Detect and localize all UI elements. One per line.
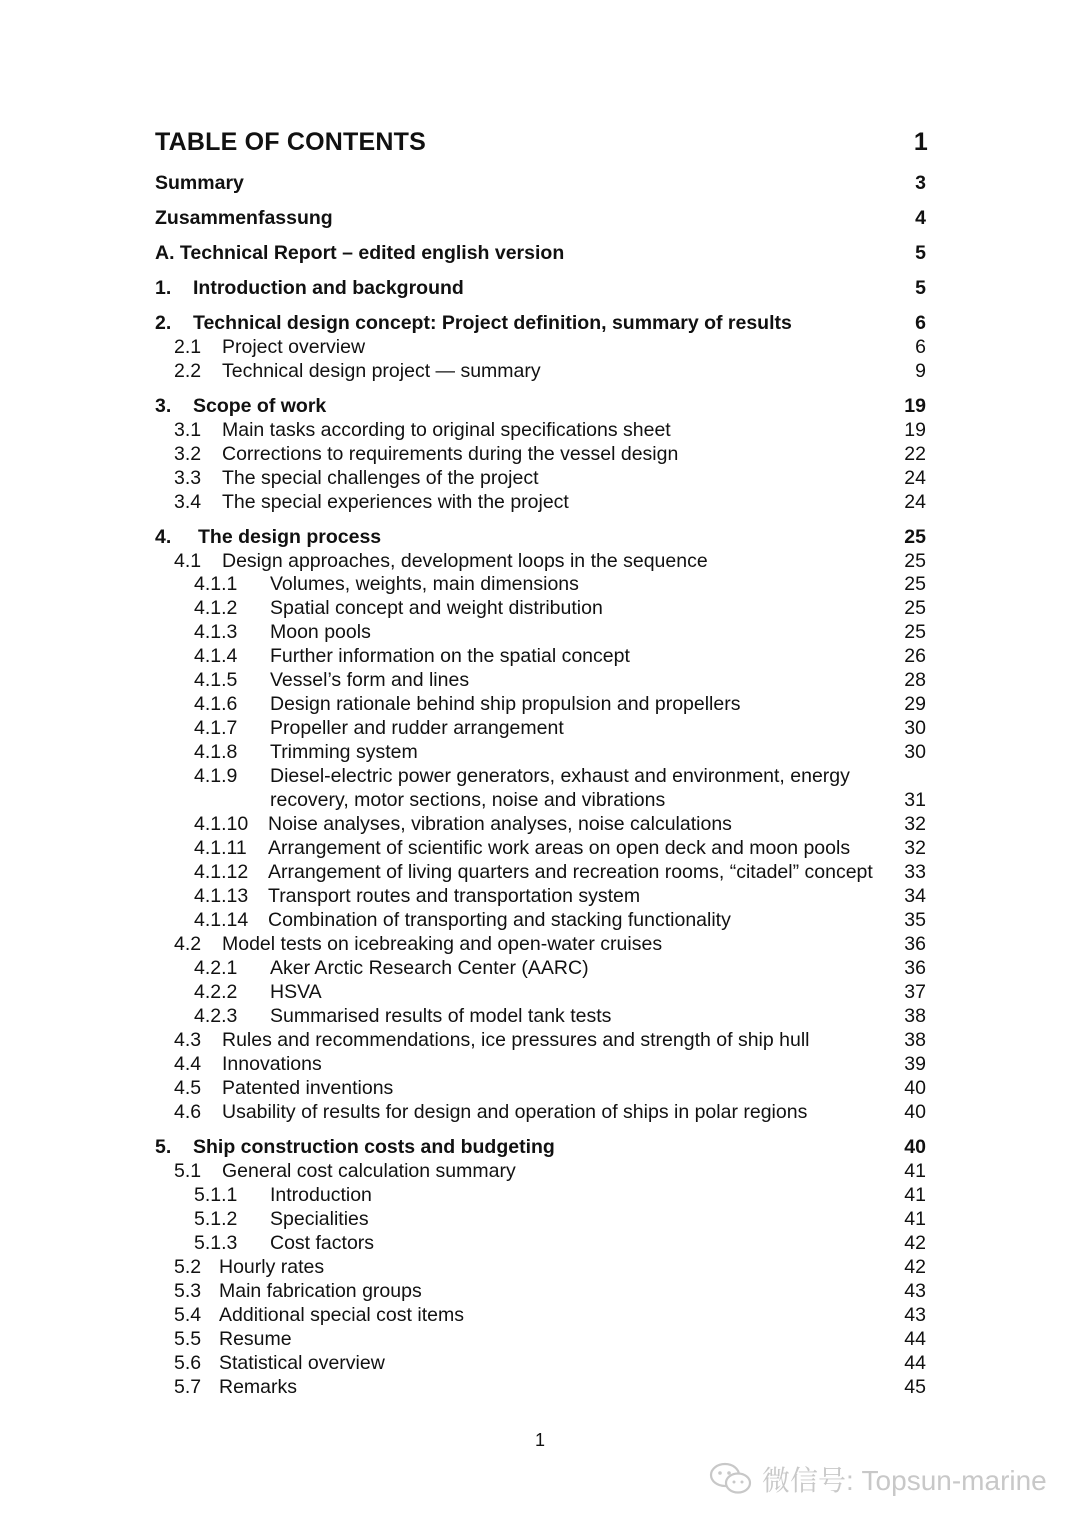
toc-entry — [174, 1053, 926, 1076]
toc-entry-number: 5.1.3 — [194, 1232, 238, 1254]
toc-entry-title: Project overview — [222, 336, 366, 358]
toc-entry-page: 25 — [904, 526, 926, 548]
toc-entry-number: 4.1.13 — [194, 885, 249, 907]
toc-entry-title: Summarised results of model tank tests — [270, 1005, 612, 1027]
page-number: 1 — [534, 1430, 545, 1450]
toc-entry — [174, 550, 926, 573]
toc-entry-number: 4.2.1 — [194, 957, 238, 979]
toc-entry-page: 22 — [904, 443, 926, 465]
toc-entry-page: 37 — [904, 981, 926, 1003]
toc-entry-number: 4.3 — [174, 1029, 202, 1051]
toc-entry-title: Trimming system — [270, 741, 418, 763]
toc-entry-page: 5 — [915, 242, 926, 264]
toc-entry — [174, 1077, 926, 1100]
toc-entry — [174, 1304, 926, 1327]
toc-entry — [194, 1005, 926, 1028]
toc-entry-page: 19 — [904, 419, 926, 441]
toc-entry-title: The special experiences with the project — [222, 491, 569, 513]
toc-entry-title: Transport routes and transportation system — [268, 885, 641, 907]
toc-entry-title: Noise analyses, vibration analyses, noise calculations — [268, 813, 732, 835]
toc-entry-number: 5.5 — [174, 1328, 202, 1350]
toc-entry-title: Arrangement of living quarters and recreation rooms, “citadel” concept — [268, 861, 873, 883]
toc-entry-page: 25 — [904, 550, 926, 572]
toc-entry-page: 36 — [904, 957, 926, 979]
toc-entry-page: 29 — [904, 693, 926, 715]
toc-entry-number: 3.1 — [174, 419, 202, 441]
toc-entry-number: 4.2.2 — [194, 981, 238, 1003]
toc-entry — [155, 242, 926, 265]
toc-entry-title: Design approaches, development loops in the sequence — [222, 550, 708, 572]
toc-entry-title: Specialities — [270, 1208, 369, 1230]
toc-entry — [194, 837, 926, 860]
toc-entry — [194, 1208, 926, 1231]
toc-entry-title: Technical design project — summary — [222, 360, 541, 382]
toc-entry-number: 4.5 — [174, 1077, 202, 1099]
toc-entry-number: 4.1.12 — [194, 861, 249, 883]
toc-entry-page: 26 — [904, 645, 926, 667]
toc-entry-page: 30 — [904, 741, 926, 763]
toc-entry-page: 36 — [904, 933, 926, 955]
toc-entry-number: 4.1.10 — [194, 813, 249, 835]
toc-entry-page: 3 — [915, 172, 926, 194]
toc-entry-page: 24 — [904, 467, 926, 489]
toc-entry-title: Combination of transporting and stacking functionality — [268, 909, 731, 931]
toc-entry — [194, 717, 926, 740]
toc-entry-title: Innovations — [222, 1053, 322, 1075]
toc-entry — [194, 669, 926, 692]
toc-entry-page: 41 — [904, 1208, 926, 1230]
toc-entry-title: recovery, motor sections, noise and vibrations — [270, 789, 666, 811]
toc-entry-page: 41 — [904, 1184, 926, 1206]
toc-entry-title: HSVA — [270, 981, 322, 1003]
toc-entry-page: 6 — [915, 312, 926, 334]
toc-entry-title: Spatial concept and weight distribution — [270, 597, 603, 619]
toc-entry-number: 4.1.5 — [194, 669, 238, 691]
toc-entry — [194, 861, 926, 884]
toc-entry-number: 4.2 — [174, 933, 202, 955]
toc-heading-page: 1 — [913, 128, 928, 156]
toc-entry-number: 4.1.3 — [194, 621, 238, 643]
toc-entry-title: Usability of results for design and operation of ships in polar regions — [222, 1101, 808, 1123]
toc-entry-title: Resume — [219, 1328, 292, 1350]
toc-entry — [194, 1232, 926, 1255]
toc-entry-number: 1. — [155, 277, 172, 299]
toc-entry-title: General cost calculation summary — [222, 1160, 516, 1182]
toc-entry — [194, 885, 926, 908]
toc-entry — [174, 336, 926, 359]
toc-entry-title: Corrections to requirements during the vessel design — [222, 443, 679, 465]
toc-entry-page: 6 — [915, 336, 926, 358]
toc-entry-number: 5.1.1 — [194, 1184, 238, 1206]
toc-entry-title: Statistical overview — [219, 1352, 385, 1374]
toc-entry-title: Rules and recommendations, ice pressures and strength of ship hull — [222, 1029, 810, 1051]
toc-entry — [174, 443, 926, 466]
toc-entry — [174, 1256, 926, 1279]
toc-entry-page: 32 — [904, 837, 926, 859]
toc-entry-number: 4.1.14 — [194, 909, 249, 931]
toc-entry-number: 5.7 — [174, 1376, 202, 1398]
toc-entry-title: Volumes, weights, main dimensions — [270, 573, 579, 595]
toc-entry-title: Introduction and background — [193, 277, 464, 299]
toc-entry — [194, 741, 926, 764]
toc-entry-page: 43 — [904, 1304, 926, 1326]
toc-entry — [174, 1328, 926, 1351]
toc-entry-title: Further information on the spatial concept — [270, 645, 630, 667]
toc-entry-number: 4.1.8 — [194, 741, 238, 763]
toc-entry-number: 4.1.2 — [194, 597, 238, 619]
toc-entry — [174, 1280, 926, 1303]
toc-entry-title: Cost factors — [270, 1232, 375, 1254]
toc-entry-title: The special challenges of the project — [222, 467, 539, 489]
toc-entry-page: 40 — [904, 1136, 926, 1158]
toc-entry-title: Diesel-electric power generators, exhaust and environment, energy — [270, 765, 850, 787]
toc-entry-title: Main fabrication groups — [219, 1280, 422, 1302]
toc-entry-title: Arrangement of scientific work areas on open deck and moon pools — [268, 837, 851, 859]
toc-entry-page: 41 — [904, 1160, 926, 1182]
toc-entry-number: 5.6 — [174, 1352, 202, 1374]
toc-entry-number: 4.1.1 — [194, 573, 238, 595]
toc-entry — [194, 693, 926, 716]
toc-entry-page: 31 — [904, 789, 926, 811]
toc-entry — [194, 621, 926, 644]
toc-entry-page: 28 — [904, 669, 926, 691]
toc-entry-title: Zusammenfassung — [155, 207, 333, 229]
toc-entry — [174, 419, 926, 442]
toc-entry-page: 25 — [904, 621, 926, 643]
toc-entry-page: 24 — [904, 491, 926, 513]
toc-entry-title: Technical design concept: Project definition, summary of results — [193, 312, 792, 334]
toc-entry — [194, 765, 926, 788]
toc-entry — [194, 813, 926, 836]
toc-entry — [194, 645, 926, 668]
toc-entry-number: 5.2 — [174, 1256, 202, 1278]
toc-heading-text: TABLE OF CONTENTS — [155, 128, 426, 156]
toc-entry-number: 3. — [155, 395, 172, 417]
toc-entry-number: 4.1.11 — [194, 837, 247, 859]
toc-entry-page: 42 — [904, 1256, 926, 1278]
toc-entry-page: 42 — [904, 1232, 926, 1254]
toc-entry — [174, 1160, 926, 1183]
toc-entry — [155, 1136, 926, 1159]
toc-entry — [194, 1184, 926, 1207]
toc-entry-title: The design process — [198, 526, 382, 548]
toc-entry-title: Propeller and rudder arrangement — [270, 717, 564, 739]
toc-entry-title: Summary — [155, 172, 244, 194]
toc-entry-page: 32 — [904, 813, 926, 835]
toc-entry-number: 4.1.6 — [194, 693, 238, 715]
toc-entry-page: 30 — [904, 717, 926, 739]
toc-entry — [174, 1376, 926, 1399]
toc-entry-title: Introduction — [270, 1184, 372, 1206]
toc-entry-title: Model tests on icebreaking and open-water cruises — [222, 933, 663, 955]
toc-entry — [194, 957, 926, 980]
toc-entry-number: 5.1.2 — [194, 1208, 238, 1230]
toc-entry — [194, 789, 926, 812]
toc-entry-number: 3.3 — [174, 467, 202, 489]
toc-entry-page: 5 — [915, 277, 926, 299]
toc-entry-number: 2.2 — [174, 360, 202, 382]
toc-entry-number: 3.4 — [174, 491, 202, 513]
toc-entry-number: 2.1 — [174, 336, 202, 358]
toc-entry-page: 25 — [904, 573, 926, 595]
toc-entry-page: 45 — [904, 1376, 926, 1398]
toc-entry-number: 5.3 — [174, 1280, 202, 1302]
toc-entry-page: 34 — [904, 885, 926, 907]
toc-entry-number: 4.1.9 — [194, 765, 238, 787]
toc-entry-title: Remarks — [219, 1376, 298, 1398]
toc-entry-title: Aker Arctic Research Center (AARC) — [270, 957, 589, 979]
toc-entry — [155, 277, 926, 300]
toc-entry — [155, 312, 926, 335]
toc-entry — [174, 1101, 926, 1124]
toc-entry — [155, 207, 926, 230]
wechat-icon — [708, 1461, 754, 1497]
toc-entry — [174, 1352, 926, 1375]
toc-entry-number: 2. — [155, 312, 172, 334]
watermark-text: 微信号: Topsun-marine — [762, 1465, 1047, 1496]
toc-entry-title: Scope of work — [193, 395, 327, 417]
toc-entry-number: 4.1 — [174, 550, 202, 572]
toc-entry-page: 35 — [904, 909, 926, 931]
toc-entry — [155, 172, 926, 195]
toc-entry-page: 40 — [904, 1101, 926, 1123]
toc-entry — [174, 360, 926, 383]
toc-entry-title: Additional special cost items — [219, 1304, 464, 1326]
toc-entry-page: 4 — [915, 207, 926, 229]
toc-entry-page: 38 — [904, 1005, 926, 1027]
toc-entry-page: 39 — [904, 1053, 926, 1075]
toc-entry-number: 4.4 — [174, 1053, 202, 1075]
toc-entry-title: Ship construction costs and budgeting — [193, 1136, 555, 1158]
toc-entry-page: 33 — [904, 861, 926, 883]
toc-entry-page: 44 — [904, 1328, 926, 1350]
toc-entry — [174, 491, 926, 514]
toc-entry-title: Moon pools — [270, 621, 371, 643]
toc-entry-page: 38 — [904, 1029, 926, 1051]
toc-entry-number: 4.1.4 — [194, 645, 238, 667]
toc-entry — [174, 1029, 926, 1052]
toc-entry — [194, 573, 926, 596]
toc-entry-number: 3.2 — [174, 443, 202, 465]
toc-entry-number: 4.6 — [174, 1101, 202, 1123]
toc-entry-page: 19 — [904, 395, 926, 417]
toc-entry — [155, 395, 926, 418]
toc-entry-title: Design rationale behind ship propulsion and propellers — [270, 693, 741, 715]
toc-entry-number: 4. — [155, 526, 172, 548]
watermark — [708, 1458, 1048, 1500]
toc-entry — [174, 933, 926, 956]
toc-entry — [194, 597, 926, 620]
toc-entry-page: 9 — [915, 360, 926, 382]
toc-entry-title: A. Technical Report – edited english version — [155, 242, 565, 264]
toc-entry — [155, 526, 926, 549]
toc-entry-title: Main tasks according to original specifications sheet — [222, 419, 671, 441]
toc-entry — [194, 909, 926, 932]
toc-entry-number: 5. — [155, 1136, 172, 1158]
toc-entry-number: 4.1.7 — [194, 717, 238, 739]
toc-entry-page: 44 — [904, 1352, 926, 1374]
toc-entry-page: 25 — [904, 597, 926, 619]
toc-entry-title: Hourly rates — [219, 1256, 325, 1278]
toc-entry-number: 5.4 — [174, 1304, 202, 1326]
toc-entry-number: 5.1 — [174, 1160, 202, 1182]
toc-entry — [194, 981, 926, 1004]
toc-entry-number: 4.2.3 — [194, 1005, 238, 1027]
toc-entry-title: Vessel’s form and lines — [270, 669, 470, 691]
toc-entry-page: 43 — [904, 1280, 926, 1302]
toc-entry — [174, 467, 926, 490]
toc-entry-title: Patented inventions — [222, 1077, 394, 1099]
toc-entry-page: 40 — [904, 1077, 926, 1099]
